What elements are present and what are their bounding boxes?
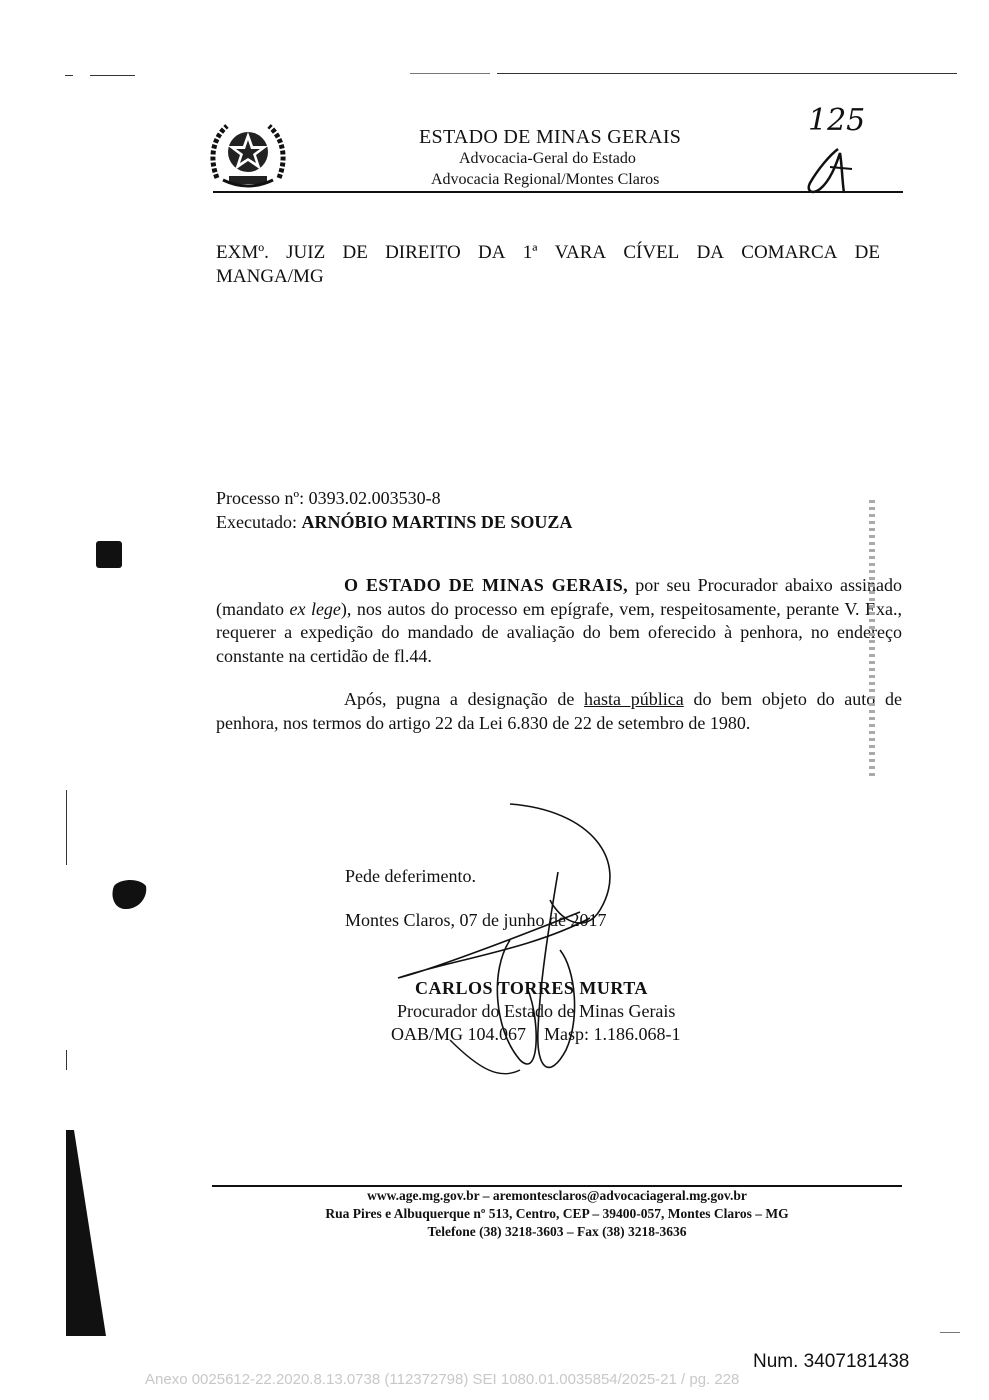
footer-web-email: www.age.mg.gov.br – aremontesclaros@advocaciageral.mg.gov.br — [367, 1188, 747, 1203]
scan-mark — [410, 73, 490, 74]
p2-text-a: Após, pugna a designação de — [344, 689, 585, 709]
executado-label: Executado: — [216, 512, 297, 532]
document-num: Num. 3407181438 — [753, 1351, 910, 1372]
annex-reference: Anexo 0025612-22.2020.8.13.0738 (112372798) SEI 1080.01.0035854/2025-21 / pg. 228 — [145, 1371, 740, 1388]
p2-underline: hasta pública — [584, 689, 684, 709]
scan-edge-shadow — [66, 1130, 106, 1336]
p1-italic: ex lege — [289, 598, 341, 619]
oab-number: OAB/MG 104.067 — [391, 1024, 527, 1044]
executado-row — [216, 510, 572, 534]
p1-text-b: ), nos autos do processo em epígrafe, vem, respeitosamente, perante V. Exa., requerer a expedição do mandado de avaliação do bem oferecido à penhora, no endereço constante na certidão de fl.44. — [216, 598, 902, 666]
scan-mark — [90, 75, 135, 76]
addressee-word: DA — [477, 242, 506, 263]
handwritten-signature-icon — [390, 800, 630, 1080]
scan-edge-line — [66, 790, 67, 865]
coat-of-arms-icon — [209, 118, 287, 190]
state-name: O ESTADO DE MINAS GERAIS, — [344, 575, 629, 595]
p2-text-b: do bem objeto do auto de penhora, nos termos do artigo 22 da Lei 6.830 de 22 de setembro de 1980. — [216, 689, 902, 733]
process-number-row — [216, 486, 572, 510]
scan-mark — [940, 1332, 960, 1333]
addressee-word: DE — [854, 242, 880, 263]
addressee-word: DIREITO — [385, 242, 461, 263]
footer-contact — [212, 1187, 902, 1241]
process-number-value: 0393.02.003530-8 — [308, 488, 441, 508]
addressee-line-2: MANGA/MG — [216, 266, 324, 287]
addressee-word: JUIZ — [286, 242, 326, 263]
addressee-word: DE — [342, 242, 368, 263]
addressee-word: CÍVEL — [623, 242, 680, 263]
protocol-stamp-icon — [858, 500, 888, 780]
header-subtitle-agency: Advocacia-Geral do Estado — [459, 150, 636, 167]
header-subtitle-regional: Advocacia Regional/Montes Claros — [431, 171, 660, 188]
process-number-label: Processo nº: — [216, 488, 305, 508]
signatory-role: Procurador do Estado de Minas Gerais — [397, 1001, 676, 1021]
addressee-word: DA — [696, 242, 725, 263]
folio-initials-icon — [800, 145, 860, 197]
process-info — [216, 486, 572, 534]
closing-request: Pede deferimento. — [345, 866, 476, 886]
header-title: ESTADO DE MINAS GERAIS — [419, 126, 682, 148]
folio-number: 125 — [808, 103, 866, 138]
footer-phone: Telefone (38) 3218-3603 – Fax (38) 3218-3636 — [427, 1224, 687, 1239]
addressee-word: COMARCA — [741, 242, 838, 263]
executado-value: ARNÓBIO MARTINS DE SOUZA — [301, 512, 573, 532]
addressee-word: EXMº. — [216, 242, 269, 263]
addressee-line-1 — [216, 241, 880, 265]
addressee-word: VARA — [554, 242, 607, 263]
p1-text-a: por seu Procurador abaixo assinado (mandato — [216, 575, 902, 619]
signatory-name: CARLOS TORRES MURTA — [415, 978, 648, 998]
scan-mark — [65, 75, 73, 76]
body-paragraph-1 — [216, 574, 902, 668]
masp-number: Masp: 1.186.068-1 — [544, 1024, 681, 1044]
scan-edge-line — [66, 1050, 67, 1070]
place-date: Montes Claros, 07 de junho de 2017 — [345, 910, 607, 930]
addressee-word: 1ª — [522, 242, 538, 263]
addressee — [216, 241, 880, 289]
footer-address: Rua Pires e Albuquerque nº 513, Centro, CEP – 39400-057, Montes Claros – MG — [325, 1206, 789, 1221]
scan-mark — [497, 73, 957, 74]
scan-blot — [110, 878, 148, 911]
body-paragraph-2 — [216, 688, 902, 735]
scan-blot — [96, 541, 122, 568]
